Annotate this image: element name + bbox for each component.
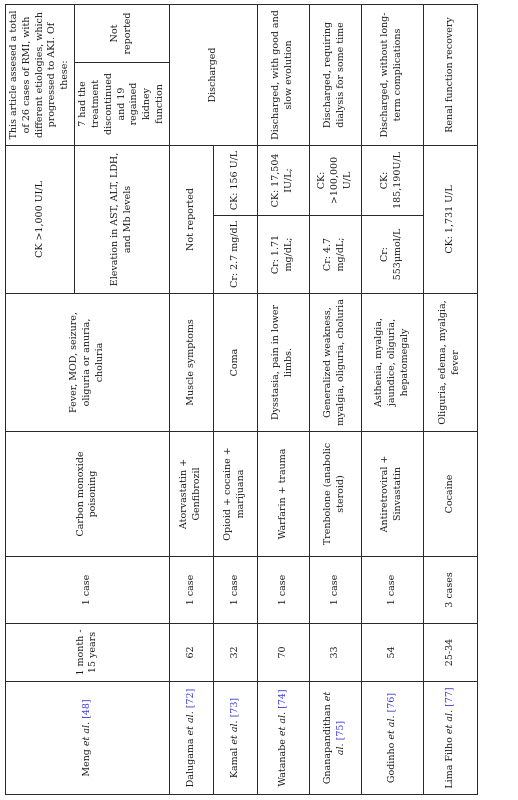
cases-cell: 1 case [213, 557, 257, 624]
reference-link[interactable]: [75] [335, 720, 347, 741]
outcome-cell: Discharged, with good and slow evolution [257, 5, 309, 146]
outcome-cell: Discharged, requiring dialysis for some time [309, 5, 361, 146]
age-cell: 1 month - 15 years [6, 624, 170, 682]
symptoms-cell: Muscle symptoms [169, 294, 213, 432]
labs-cell: CK: >100,000 U/L [309, 146, 361, 216]
cases-cell: 1 case [6, 557, 170, 624]
labs-cell: Elevation in AST, ALT, LDH, and Mb levels [75, 146, 170, 294]
author-cell: Kamal et al. [73] [213, 682, 257, 795]
labs-cell: CK: 156 U/L [213, 146, 257, 216]
symptoms-cell: Oliguria, edema, myalgia, fever [423, 294, 477, 432]
age-cell: 25-34 [423, 624, 477, 682]
symptoms-cell: Coma [213, 294, 257, 432]
labs-cell: CK: 1,731 U/L [423, 146, 477, 294]
reference-link[interactable]: [77] [443, 687, 455, 707]
age-cell: 32 [213, 624, 257, 682]
cause-cell: Warfarin + trauma [257, 432, 309, 557]
cause-cell: Antiretroviral + Sinvastatin [361, 432, 423, 557]
age-cell: 33 [309, 624, 361, 682]
outcome-cell: Renal function recovery [423, 5, 477, 146]
table-row [257, 5, 309, 795]
author-cell: Godinho et al. [76] [361, 682, 423, 795]
table-row [361, 5, 423, 795]
labs-cell: Not reported [169, 146, 213, 294]
labs-cell: Cr: 553μmol/L [361, 216, 423, 294]
reference-link[interactable]: [48] [80, 699, 92, 719]
author-cell: Watanabe et al. [74] [257, 682, 309, 795]
symptoms-cell: Fever, MOD, seizure, oliguria or anuria, choluria [6, 294, 170, 432]
cases-cell: 1 case [361, 557, 423, 624]
age-cell: 70 [257, 624, 309, 682]
reference-link[interactable]: [73] [228, 697, 240, 718]
cause-cell: Opioid + cocaine + marijuana [213, 432, 257, 557]
cases-cell: 1 case [169, 557, 213, 624]
cases-cell: 1 case [257, 557, 309, 624]
cases-cell: 1 case [309, 557, 361, 624]
cause-cell: Atorvastatin + Genfibrozil [169, 432, 213, 557]
symptoms-cell: Asthenia, myalgia, jaundice, oliguria, hepatomegaly [361, 294, 423, 432]
outcome-cell: Discharged [169, 5, 257, 146]
table-row [6, 5, 75, 795]
age-cell: 62 [169, 624, 213, 682]
author-cell: Dalugama et al. [72] [169, 682, 213, 795]
outcome-cell: 7 had the treatment discontinued and 19 regained kidney function [75, 63, 170, 146]
table-row [309, 5, 361, 795]
labs-cell: Cr: 1.71 mg/dL; [257, 216, 309, 294]
author-cell: Lima Filho et al. [77] [423, 682, 477, 795]
author-cell: Gnanapandithan et al. [75] [309, 682, 361, 795]
author-cell: Meng et al. [48] [6, 682, 170, 795]
labs-cell: CK: 17,504 IU/L; [257, 146, 309, 216]
cause-cell: Carbon monoxide poisoning [6, 432, 170, 557]
outcome-cell: This article assesed a total of 26 cases of RMI, with different etiologies, which progressed to AKI. Of these: [6, 5, 75, 146]
symptoms-cell: Generalized weakness, myalgia, oliguria, choluria [309, 294, 361, 432]
outcome-cell: Discharged, without long-term complications [361, 5, 423, 146]
reference-link[interactable]: [72] [184, 688, 196, 709]
outcome-cell: Not reported [75, 5, 170, 63]
table-row [423, 5, 477, 795]
labs-cell: Cr: 2.7 mg/dL [213, 216, 257, 294]
cause-cell: Trenbolone (anabolic steroid) [309, 432, 361, 557]
labs-cell: Cr: 4.7 mg/dL; [309, 216, 361, 294]
case-reports-table [5, 4, 478, 795]
table-row [169, 5, 213, 795]
age-cell: 54 [361, 624, 423, 682]
cause-cell: Cocaine [423, 432, 477, 557]
cases-cell: 3 cases [423, 557, 477, 624]
reference-link[interactable]: [74] [276, 689, 288, 709]
reference-link[interactable]: [76] [385, 692, 397, 713]
labs-cell: CK: 185,190U/L [361, 146, 423, 216]
labs-cell: CK >1,000 UI/L [6, 146, 75, 294]
symptoms-cell: Dysstasia, pain in lower limbs. [257, 294, 309, 432]
